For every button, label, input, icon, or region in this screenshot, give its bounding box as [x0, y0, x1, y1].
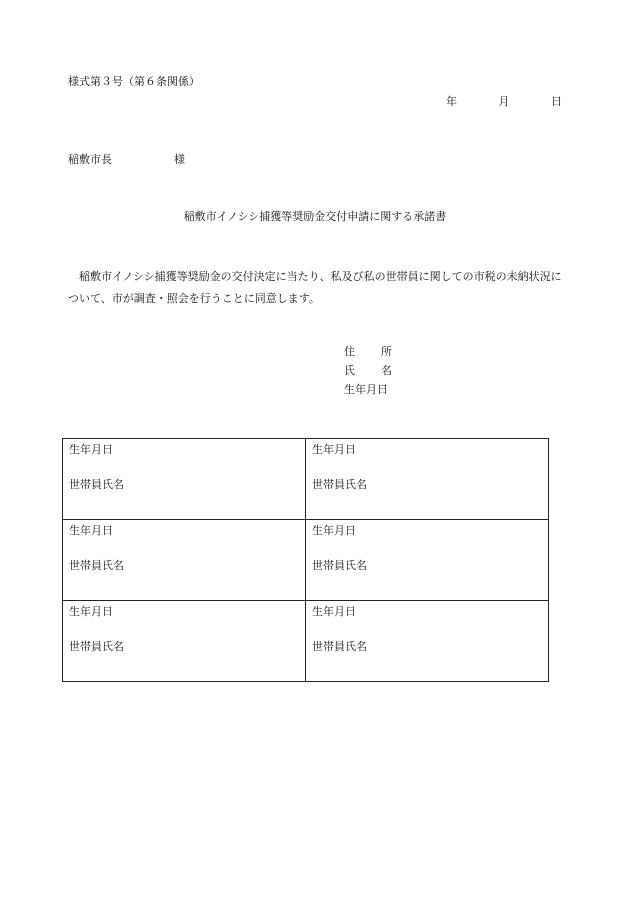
form-number: 様式第３号（第６条関係）: [68, 75, 200, 88]
name-label: 氏 名: [344, 364, 392, 377]
member-name-label: 世帯員氏名: [69, 478, 124, 491]
table-cell: [306, 520, 549, 601]
member-dob-label: 生年月日: [69, 605, 113, 618]
addressee-honorific: 様: [174, 153, 185, 166]
date-line: [446, 95, 562, 108]
member-name-label: 世帯員氏名: [312, 559, 367, 572]
applicant-block: [344, 345, 392, 402]
member-name-label: 世帯員氏名: [312, 478, 367, 491]
date-day-label: 日: [551, 95, 562, 108]
table-cell: [63, 439, 306, 520]
member-dob-label: 生年月日: [69, 443, 113, 456]
table-row: [63, 439, 549, 520]
table-cell: [306, 601, 549, 682]
table-row: [63, 601, 549, 682]
addressee-name: 稲敷市長: [68, 153, 112, 166]
address-label: 住 所: [344, 345, 392, 358]
member-dob-label: 生年月日: [312, 524, 356, 537]
household-member-table: [62, 438, 549, 682]
member-dob-label: 生年月日: [312, 605, 356, 618]
table-row: [63, 520, 549, 601]
document-title: 稲敷市イノシシ捕獲等奨励金交付申請に関する承諾書: [183, 210, 447, 223]
date-year-label: 年: [446, 95, 457, 108]
member-name-label: 世帯員氏名: [69, 640, 124, 653]
date-month-label: 月: [498, 95, 510, 108]
member-name-label: 世帯員氏名: [312, 640, 367, 653]
table-cell: [63, 601, 306, 682]
addressee: [68, 153, 185, 166]
member-dob-label: 生年月日: [69, 524, 113, 537]
table-cell: [63, 520, 306, 601]
member-name-label: 世帯員氏名: [69, 559, 124, 572]
member-dob-label: 生年月日: [312, 443, 356, 456]
table-cell: [306, 439, 549, 520]
applicant-address-row: [344, 345, 392, 364]
consent-body-text: 稲敷市イノシシ捕獲等奨励金の交付決定に当たり、私及び私の世帯員に関しての市税の未納状況について、市が調査・照会を行うことに同意します。: [68, 270, 562, 305]
dob-label: 生年月日: [344, 383, 388, 396]
applicant-name-row: [344, 364, 392, 383]
applicant-dob-row: [344, 383, 392, 402]
